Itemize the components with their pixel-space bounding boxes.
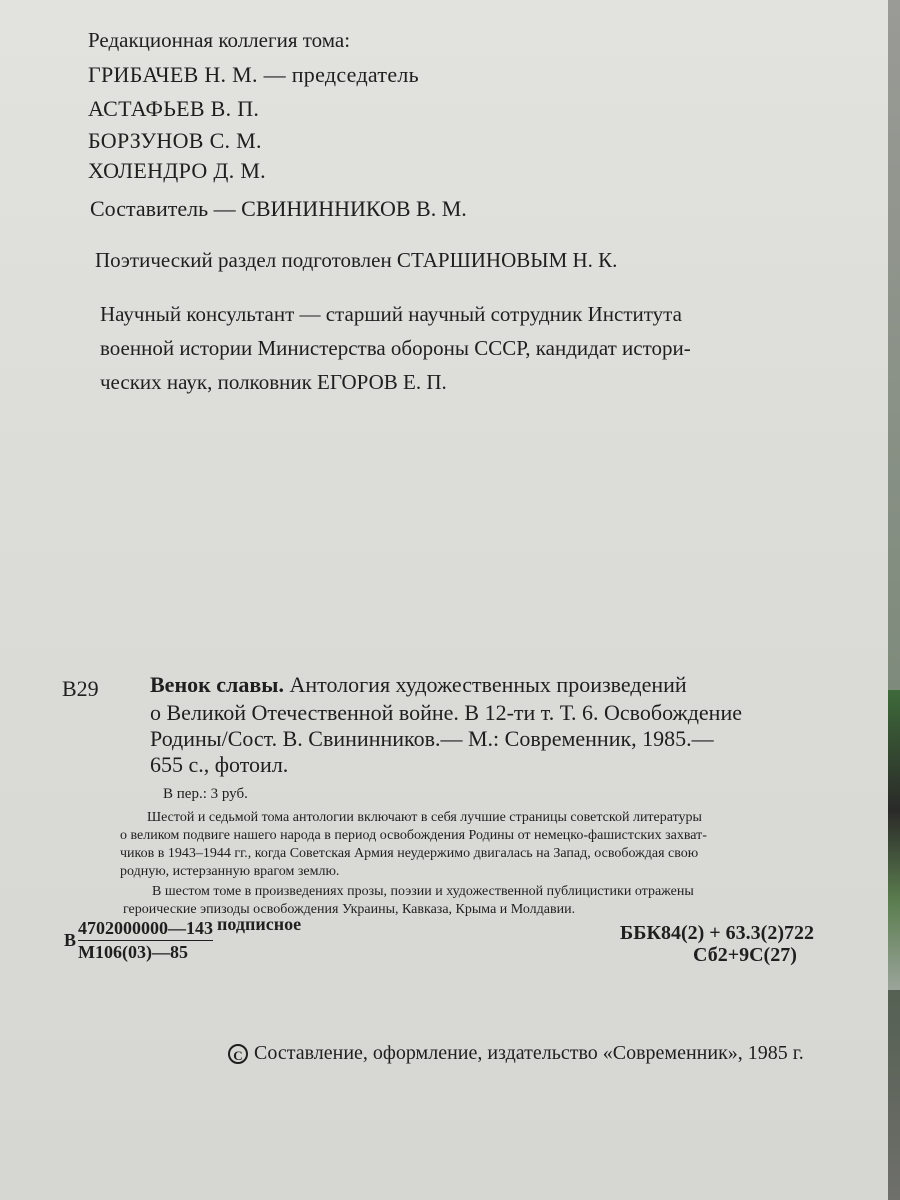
price-line: В пер.: 3 руб. [163,786,248,802]
poetry-section-line: Поэтический раздел подготовлен СТАРШИНОВЫМ Н. К. [95,248,618,272]
compiler-line: Составитель — СВИНИННИКОВ В. М. [90,196,467,221]
bibliographic-line-4: 655 с., фотоил. [150,752,289,777]
bibliographic-line-3: Родины/Сост. В. Свининников.— М.: Современник, 1985.— [150,726,714,751]
copyright-text: Составление, оформление, издательство «Современник», 1985 г. [254,1042,804,1064]
index-letter: В [64,930,77,950]
annotation-line-3: чиков в 1943–1944 гг., когда Советская Армия неудержимо двигалась на Запад, освобождая свою [120,846,699,861]
board-member-4: ХОЛЕНДРО Д. М. [88,158,266,183]
index-denominator: М106(03)—85 [78,942,188,962]
board-member-3: БОРЗУНОВ С. М. [88,128,262,153]
copyright-icon: C [228,1044,248,1064]
consultant-line-1: Научный консультант — старший научный сотрудник Института [100,302,682,326]
adjacent-photo-strip [888,690,900,990]
board-member-1: ГРИБАЧЕВ Н. М. — председатель [88,62,420,87]
annotation-line-2: о великом подвиге нашего народа в период освобождения Родины от немецко-фашистских захват- [120,828,707,843]
bbk-code-2: Сб2+9С(27) [693,944,797,966]
annotation-line-1: Шестой и седьмой тома антологии включают в себя лучшие страницы советской литературы [147,810,702,825]
subscription-label: подписное [217,914,302,934]
index-numerator: 4702000000—143 [78,918,213,941]
bbk-code-1: ББК84(2) + 63.3(2)722 [620,922,814,944]
copyright-line [228,1042,804,1065]
bibliographic-line-1 [150,672,687,698]
annotation-line-4: родную, истерзанную врагом землю. [120,864,340,879]
publication-index [64,914,302,963]
index-fraction [78,918,213,963]
board-member-2: АСТАФЬЕВ В. П. [88,96,260,121]
annotation-line-5: В шестом томе в произведениях прозы, поэзии и художественной публицистики отражены [152,884,694,899]
editorial-board-title: Редакционная коллегия тома: [88,28,351,52]
consultant-line-3: ческих наук, полковник ЕГОРОВ Е. П. [100,370,447,394]
book-subtitle: Антология художественных произведений [283,672,687,697]
library-code: В29 [62,676,99,701]
annotation-line-6: героические эпизоды освобождения Украины, Кавказа, Крыма и Молдавии. [123,902,576,917]
bibliographic-line-2: о Великой Отечественной войне. В 12-ти т. Т. 6. Освобождение [150,700,742,725]
consultant-line-2: военной истории Министерства обороны СССР, кандидат истори- [100,336,691,360]
adjacent-page-edge [888,0,900,1200]
book-title: Венок славы. [150,672,284,697]
